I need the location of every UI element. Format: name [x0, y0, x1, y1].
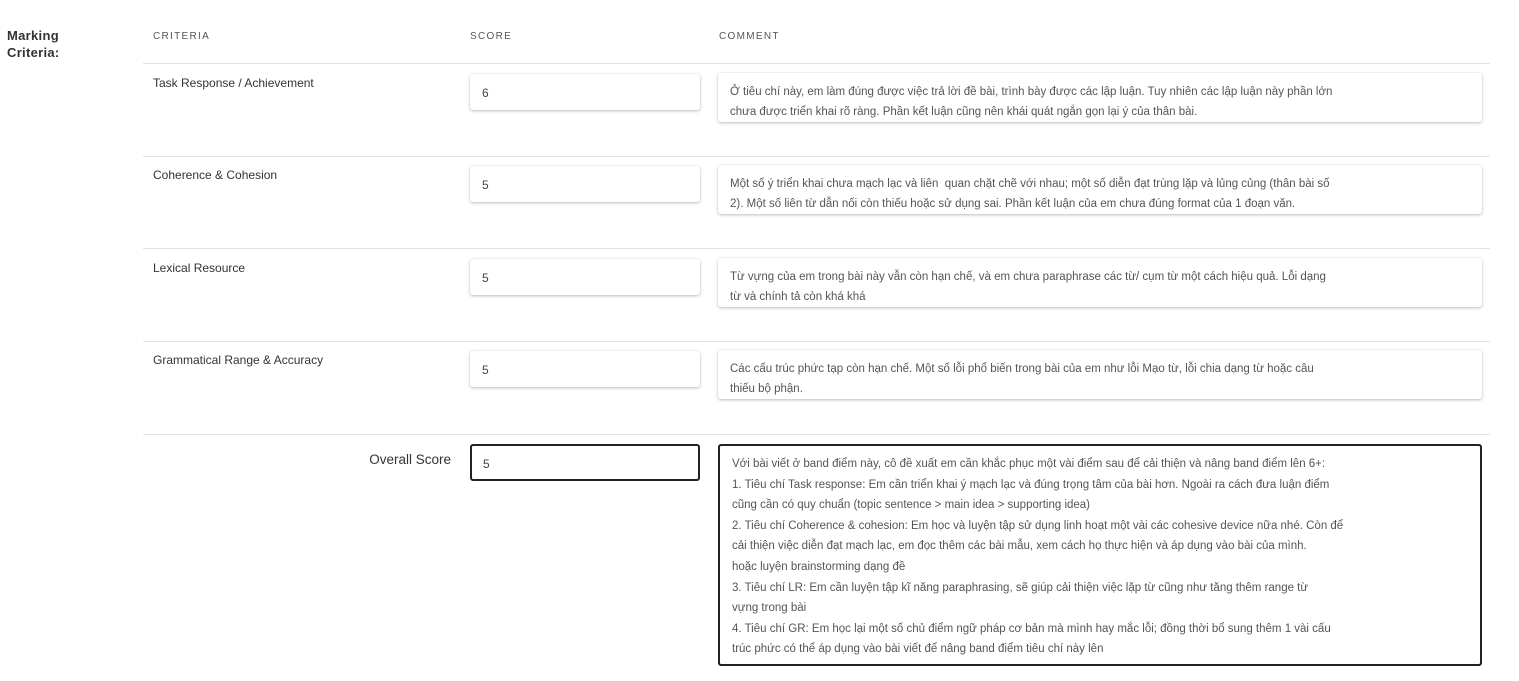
overall-score-input[interactable]: 5	[470, 444, 700, 481]
comment-textarea[interactable]: Các cấu trúc phức tạp còn hạn chế. Một số lỗi phổ biến trong bài của em như lỗi Mạo từ, lỗi chia dạng từ hoặc câu thiếu bộ phận.	[718, 350, 1482, 399]
row-divider	[143, 434, 1490, 435]
score-header: SCORE	[470, 31, 513, 42]
score-input[interactable]: 6	[470, 74, 700, 110]
row-divider	[143, 63, 1490, 64]
criteria-name: Lexical Resource	[153, 261, 246, 275]
score-input[interactable]: 5	[470, 351, 700, 387]
criteria-name: Coherence & Cohesion	[153, 168, 278, 182]
overall-comment-textarea[interactable]: Với bài viết ở band điểm này, cô đề xuất em cần khắc phục một vài điểm sau để cải thiện và nâng band điểm lên 6+: 1. Tiêu chí Task response: Em cần triển khai ý mạch lạc và đúng trọng tâm của bài hơn. Ngoài ra cách đưa luận điểm cũng cần có quy chuẩn (topic sentence > main idea > supporting idea) 2. Tiêu chí Coherence & cohesion: Em học và luyện tập sử dụng linh hoạt một vài các cohesive device nữa nhé. Còn để cải thiện việc diễn đạt mạch lạc, em đọc thêm các bài mẫu, xem cách họ thực hiện và áp dụng vào bài của mình. hoặc luyện brainstorming dạng đề 3. Tiêu chí LR: Em cần luyện tập kĩ năng paraphrasing, sẽ giúp cải thiện việc lặp từ cũng như tăng thêm range từ vựng trong bài 4. Tiêu chí GR: Em học lại một số chủ điểm ngữ pháp cơ bản mà mình hay mắc lỗi; đồng thời bổ sung thêm 1 vài cấu trúc phức có thể áp dụng vào bài viết để nâng band điểm tiêu chí này lên	[718, 444, 1482, 666]
comment-header: COMMENT	[719, 31, 780, 42]
criteria-name: Task Response / Achievement	[153, 76, 314, 90]
score-input[interactable]: 5	[470, 259, 700, 295]
comment-textarea[interactable]: Một số ý triển khai chưa mạch lạc và liên quan chặt chẽ với nhau; một số diễn đạt trùng lặp và lủng củng (thân bài số 2). Một số liên từ dẫn nối còn thiếu hoặc sử dụng sai. Phần kết luận của em chưa đúng format của 1 đoạn văn.	[718, 165, 1482, 214]
marking-criteria-label: Marking Criteria:	[7, 28, 60, 60]
row-divider	[143, 156, 1490, 157]
row-divider	[143, 248, 1490, 249]
comment-textarea[interactable]: Ở tiêu chí này, em làm đúng được việc trả lời đề bài, trình bày được các lập luận. Tuy nhiên các lập luận này phần lớn chưa được triển khai rõ ràng. Phần kết luận cũng nên khái quát ngắn gọn lại ý của thân bài.	[718, 73, 1482, 122]
row-divider	[143, 341, 1490, 342]
score-input[interactable]: 5	[470, 166, 700, 202]
criteria-header: CRITERIA	[153, 31, 211, 42]
overall-score-label: Overall Score	[369, 452, 451, 467]
criteria-name: Grammatical Range & Accuracy	[153, 353, 324, 367]
comment-textarea[interactable]: Từ vựng của em trong bài này vẫn còn hạn chế, và em chưa paraphrase các từ/ cụm từ một cách hiệu quả. Lỗi dạng từ và chính tả còn khá khá	[718, 258, 1482, 307]
